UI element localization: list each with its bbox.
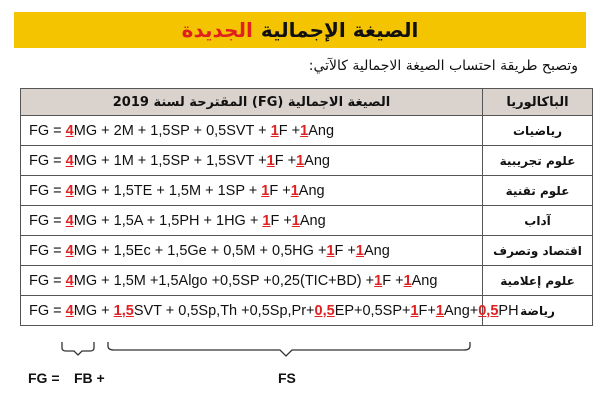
formula-text: Ang: [308, 122, 335, 139]
formula-text: MG + 1,5Ec + 1,5Ge + 0,5M + 0,5HG +: [73, 242, 327, 259]
fs-brace: [108, 342, 470, 356]
coefficient-highlight: 1: [291, 212, 300, 229]
fb-brace: [62, 342, 94, 355]
coefficient-highlight: 1: [261, 182, 270, 199]
formula-text: F +: [382, 272, 404, 289]
formula-text: F +: [334, 242, 356, 259]
branch-cell: علوم إعلامية: [483, 266, 593, 296]
coefficient-highlight: 1: [355, 242, 364, 259]
coefficient-highlight: 0,5: [314, 302, 335, 319]
header-branch: الباكالوريا: [483, 89, 593, 116]
header-formula: الصيغة الاجمالية (FG) المقترحة لسنة 2019: [21, 89, 483, 116]
coefficient-highlight: 4: [65, 272, 74, 289]
title-main: الصيغة الإجمالية: [260, 18, 419, 42]
footer-fg: FG =: [28, 370, 60, 386]
formula-text: FG =: [29, 242, 66, 259]
coefficient-highlight: 1,5: [113, 302, 134, 319]
formula-text: Ang: [298, 182, 325, 199]
title-new: الجديدة: [181, 18, 253, 42]
branch-cell: علوم تقنية: [483, 176, 593, 206]
formula-text: MG + 1,5TE + 1,5M + 1SP +: [73, 182, 262, 199]
coefficient-highlight: 1: [435, 302, 444, 319]
branch-cell: اقتصاد وتصرف: [483, 236, 593, 266]
formula-text: EP+0,5SP+: [334, 302, 411, 319]
formula-text: FG =: [29, 122, 66, 139]
coefficient-highlight: 0,5: [478, 302, 499, 319]
branch-cell: رياضة: [483, 296, 593, 326]
coefficient-highlight: 1: [374, 272, 383, 289]
formula-text: MG + 1M + 1,5SP + 1,5SVT +: [73, 152, 267, 169]
coefficient-highlight: 1: [270, 122, 279, 139]
intro-text: وتصبح طريقة احتساب الصيغة الاجمالية كالآتي:: [308, 58, 578, 74]
formula-text: F +: [269, 182, 291, 199]
branch-cell: آداب: [483, 206, 593, 236]
coefficient-highlight: 1: [300, 122, 309, 139]
coefficient-highlight: 1: [290, 182, 299, 199]
coefficient-highlight: 1: [266, 152, 275, 169]
formula-text: MG + 1,5M +1,5Algo +0,5SP +0,25(TIC+BD) +: [73, 272, 375, 289]
coefficient-highlight: 4: [65, 122, 74, 139]
footer-fb: FB +: [74, 370, 105, 386]
coefficient-highlight: 1: [296, 152, 305, 169]
coefficient-highlight: 4: [65, 182, 74, 199]
coefficient-highlight: 1: [326, 242, 335, 259]
formula-text: FG =: [29, 152, 66, 169]
coefficient-highlight: 4: [65, 152, 74, 169]
coefficient-highlight: 1: [262, 212, 271, 229]
formula-text: Ang: [299, 212, 326, 229]
formula-text: Ang: [363, 242, 390, 259]
coefficient-highlight: 4: [65, 242, 74, 259]
formula-text: F +: [270, 212, 292, 229]
formula-text: FG =: [29, 182, 66, 199]
footer-fs: FS: [278, 370, 296, 386]
formula-text: FG =: [29, 212, 66, 229]
formula-text: F+: [418, 302, 436, 319]
formula-text: SVT + 0,5Sp,Th +0,5Sp,Pr+: [133, 302, 315, 319]
formula-text: F +: [274, 152, 297, 169]
branch-cell: رياضيات: [483, 116, 593, 146]
coefficient-highlight: 1: [410, 302, 419, 319]
formula-text: FG =: [29, 272, 66, 289]
formula-text: Ang+: [443, 302, 479, 319]
formula-text: Ang: [304, 152, 330, 169]
formula-text: F +: [278, 122, 301, 139]
branch-cell: علوم تجريبية: [483, 146, 593, 176]
formula-text: PH: [498, 302, 519, 319]
formula-text: MG +: [73, 302, 114, 319]
formula-text: FG =: [29, 302, 66, 319]
coefficient-highlight: 4: [65, 212, 74, 229]
formula-text: MG + 2M + 1,5SP + 0,5SVT +: [73, 122, 271, 139]
formula-text: Ang: [411, 272, 438, 289]
formula-text: MG + 1,5A + 1,5PH + 1HG +: [73, 212, 263, 229]
coefficient-highlight: 1: [403, 272, 412, 289]
coefficient-highlight: 4: [65, 302, 74, 319]
